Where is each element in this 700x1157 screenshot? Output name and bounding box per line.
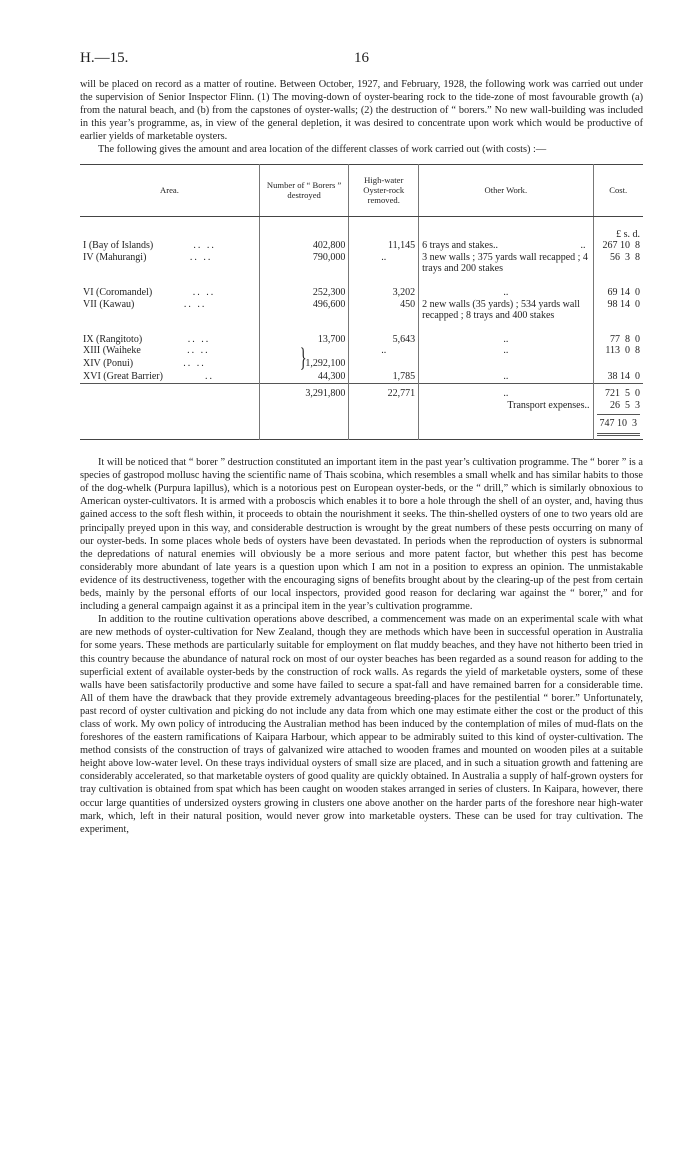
area-name: IV (Mahurangi) — [83, 251, 147, 263]
other-work-value: 2 new walls (35 yards) ; 534 yards wall recapped ; 8 trays and 400 stakes — [419, 299, 593, 322]
rock-value: .. — [349, 252, 419, 275]
other-work-total: .. — [419, 383, 593, 399]
transport-row — [80, 400, 643, 412]
header-spacer — [523, 50, 643, 72]
subtotal-row — [80, 383, 643, 399]
leader-dots: .. .. — [192, 286, 216, 298]
leader-dots: .. .. — [187, 345, 210, 357]
table-row — [80, 240, 643, 252]
area-name: XIII (Waiheke — [83, 345, 141, 357]
rock-value: 450 — [349, 299, 419, 322]
cost-value: 38 14 0 — [593, 371, 643, 383]
report-reference: H.—15. — [80, 50, 129, 66]
col-header-cost: Cost. — [593, 164, 643, 216]
cultivation-works-table — [80, 164, 643, 441]
rock-value: 1,785 — [349, 371, 419, 383]
borers-value: 13,700 — [259, 334, 348, 346]
borers-value: 790,000 — [259, 252, 348, 275]
tray-cultivation-paragraph: In addition to the routine cultivation operations above described, a commencement was made on an experimental scale with what are new methods of oyster-cultivation for New Zealand, though they are methods which have been in successful operation in Australia for some years. These methods are particularly suitable for employment on flat muddy beaches, and they have not hitherto been tried in this country because the abundance of natural rock on most of our oyster beaches has been regarded as a sound reason for adding to the superficial extent of available oyster-beds by the construction of rock walls. As regards the yield of marketable oysters, some of these walls have been satisfactorily productive and some have failed to secure a spat-fall and have remained barren for a considerable time. All of them have the drawback that they provide extremely advantageous breeding-places for the pestilential “ borer.” Unfortunately, past record of oyster cultivation and picking do not include any data from which one may estimate either the cost or the product of this class of work. My own policy of introducing the Australian method has been induced by the contemplation of miles of mud-flats on the foreshores of the eastern ramifications of Kaipara Harbour, which appear to be admirably suited to this kind of oyster-cultivation. The method consists of the construction of trays of galvanized wire attached to wooden frames and mounted on wooden piles at a suitable height above low-water level. On these trays individual oysters of small size are placed, and in such a situation growth and fattening are considerably accelerated, so that marketable oysters of good quality are quickly obtained. In Australia a supply of half-grown oysters for tray cultivation is obtained from spat which has been caught on wooden stakes arranged in series of clusters. In Kaipara, however, there occur large quantities of undersized oysters growing in clusters one above another on the harder parts of the foreshore near high-water mark, which, left in their natural position, would never grow into marketable oysters. These can be used for tray cultivation. The experiment, — [80, 614, 643, 835]
table-row — [80, 358, 643, 371]
table-spacer-row — [80, 216, 643, 229]
page-number: 16 — [354, 50, 369, 66]
borer-paragraph: It will be noticed that “ borer ” destruction constituted an important item in the past year’s cultivation programme. The “ borer ” is a species of gastropod mollusc having the scientific name of Thais scobina, which resembles a small whelk and has similar habits to those of the dog-whelk (Purpura lapillus), which is a notorious pest on European oyster-beds, or the “ drill,” which is similarly obnoxious to American oyster-cultivators. It is armed with a proboscis which enables it to bore a hole through the shell of an oyster, and, having thus gained access to the soft flesh within, it proceeds to obtain the nourishment it seeks. The thin-shelled oysters of one to two years old are principally preyed upon in this way, and considerable destruction is wrought by the great numbers of these pests occurring on many of our oyster-beds. In some places whole beds of oysters have been devastated. In periods when the reproduction of oysters is subnormal the depredations of natural enemies will obviously be a more serious and more patent factor, but whether this pest has become considerably more abundant of late years is a question upon which I am not in a position to express an opinion. The unmistakable evidence of its destructiveness, together with the encouraging signs of benefits brought about by the clearing-up of the pest from certain beds, mainly by the personal efforts of our local inspectors, provided good reason for declaring war against the “ borer,” and for including a general campaign against it as a principal item in the year’s cultivation programme. — [80, 457, 643, 613]
document-page — [80, 50, 643, 836]
cost-value: 69 14 0 — [593, 287, 643, 299]
borers-value: 252,300 — [259, 287, 348, 299]
other-work-value: .. — [419, 371, 593, 383]
borers-value: 44,300 — [259, 371, 348, 383]
rock-total: 22,771 — [349, 383, 419, 399]
cost-value: 77 8 0 — [593, 334, 643, 346]
other-work-value: 6 trays and stakes.. — [422, 240, 498, 252]
rock-value: 3,202 — [349, 287, 419, 299]
table-spacer-row — [80, 275, 643, 287]
rock-value: 5,643 — [349, 334, 419, 346]
col-header-other-work: Other Work. — [419, 164, 593, 216]
table-row — [80, 334, 643, 346]
borers-value: 1,292,100 — [305, 358, 346, 370]
other-work-dots: .. — [580, 240, 586, 252]
leader-dots: .. .. — [183, 358, 206, 370]
table-spacer-row — [80, 322, 643, 334]
leader-dots: .. .. — [189, 251, 213, 263]
cost-subtotal: 721 5 0 — [593, 383, 643, 399]
leader-dots: .. .. — [183, 298, 207, 310]
transport-cost: 26 5 3 — [593, 400, 643, 412]
borers-total: 3,291,800 — [259, 383, 348, 399]
grand-total-cost: 747 10 3 — [597, 414, 641, 436]
grand-total-row — [80, 411, 643, 440]
table-intro-paragraph: The following gives the amount and area location of the different classes of work carried out (with costs) :— — [98, 144, 547, 156]
leader-dots: .. .. — [187, 333, 211, 345]
area-name: IX (Rangitoto) — [83, 333, 143, 345]
brace-icon: } — [299, 343, 307, 373]
running-header — [80, 50, 643, 72]
leader-dots: .. .. — [193, 240, 216, 252]
borers-value: 496,600 — [259, 299, 348, 322]
borers-value: 402,800 — [259, 240, 348, 252]
cost-value: 98 14 0 — [593, 299, 643, 322]
cost-value: 267 10 8 — [593, 240, 643, 252]
table-header-row — [80, 164, 643, 216]
area-name: XIV (Ponui) — [83, 358, 134, 370]
body-text — [80, 456, 643, 836]
other-work-value: .. — [419, 334, 593, 346]
table-row — [80, 252, 643, 275]
other-work-value: 3 new walls ; 375 yards wall recapped ; 4 trays and 200 stakes — [419, 252, 593, 275]
rock-value: .. — [349, 345, 419, 358]
col-header-area: Area. — [80, 164, 259, 216]
area-name: I (Bay of Islands) — [83, 240, 154, 252]
cost-value: 113 0 8 — [593, 345, 643, 358]
currency-units: £ s. d. — [593, 229, 643, 241]
rock-value: 11,145 — [349, 240, 419, 252]
col-header-rock: High-water Oyster-rock removed. — [349, 164, 419, 216]
table-row — [80, 287, 643, 299]
area-name: VII (Kawau) — [83, 298, 135, 310]
area-name: XVI (Great Barrier) — [83, 371, 163, 383]
other-work-value: .. — [419, 287, 593, 299]
table-row — [80, 299, 643, 322]
intro-paragraph: will be placed on record as a matter of routine. Between October, 1927, and February, 1928, the following work was carried out under the supervision of Senior Inspector Flinn. (1) The moving-down of oyster-bearing rock to the tide-zone of most favourable growth (a) from the natural beach, and (b) from the capstones of oyster-walls; (2) the destruction of “ borers.” No new wall-building was included in this year’s programme, as, in view of the general depletion, it was desired to concentrate upon work which would be productive of earlier yields of marketable oysters. — [80, 79, 643, 143]
currency-row — [80, 229, 643, 241]
table-row — [80, 345, 643, 358]
table-row — [80, 371, 643, 383]
cost-value: 56 3 8 — [593, 252, 643, 275]
area-name: VI (Coromandel) — [83, 286, 153, 298]
col-header-borers: Number of “ Borers ” destroyed — [259, 164, 348, 216]
transport-label: Transport expenses.. — [419, 400, 593, 412]
other-work-value: .. — [419, 345, 593, 358]
leader-dots: .. — [204, 371, 214, 383]
